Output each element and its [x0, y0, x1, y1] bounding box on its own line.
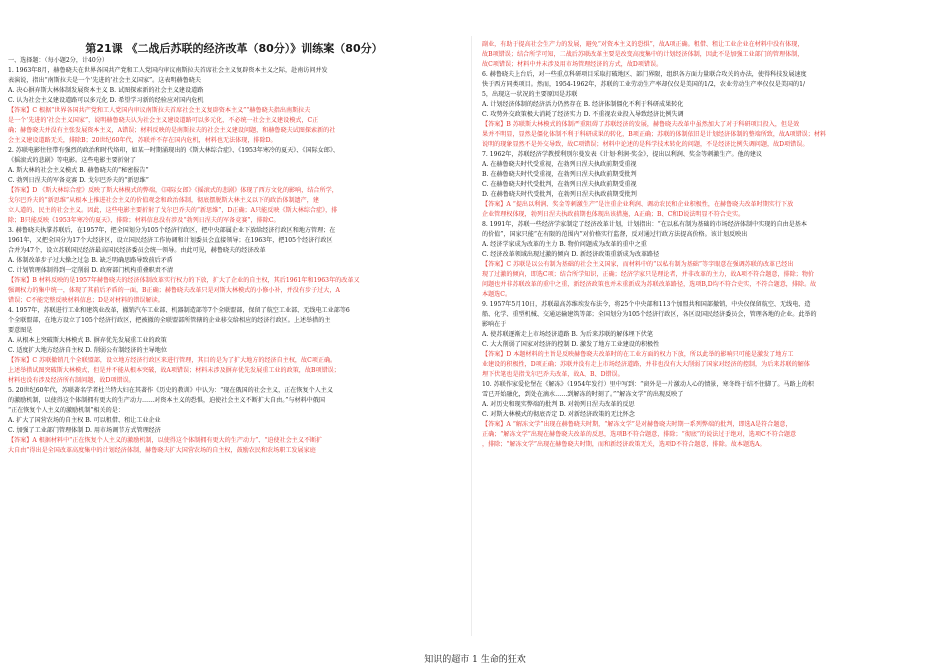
right-text-line: A. 对历史和现实弊端的批判 B. 对勃列日涅夫改革的反思 — [482, 401, 635, 408]
right-text-line: D. 在赫鲁晓夫时代受批判，在勃列日涅夫执政前期受批判 — [482, 191, 637, 198]
right-text-line: A. 计划经济体制的经济活力仍然存在 B. 经济体制僵化不利于科研成果转化 — [482, 101, 684, 108]
left-text-line: C. 勃列日涅夫的军备竞赛 D. 戈尔巴乔夫的“新思维” — [8, 177, 149, 184]
page-title: 第21课 《二战后苏联的经济改革（80分）》训练案（80分） — [85, 42, 383, 55]
right-answer-line: 现了过激的倾向，即选C项；结合所学知识，正确；经济学家只是理论者，并非改革的主力，故A项不符合题意，排除；物价 — [482, 271, 815, 278]
right-answer-line: ，排除；“解冻文学”出现在赫鲁晓夫时期，而和新经济政策无关，选项D不符合题意，排除。故本题选A。 — [482, 441, 766, 448]
right-text-line: 快于西方同类项目。然而，1954-1962年，苏联的工业劳动生产率却仅仅是美国的1/2，农业劳动生产率仅仅是美国的1/ — [482, 81, 806, 88]
right-answer-line: 说明的现象显然不是外交导致，故C项错误；材料中论述的是科学技术转化的问题，不是经济比例失调问题，故D项错误。 — [482, 141, 809, 148]
right-answer-line: 本题选C。 — [482, 291, 512, 298]
left-text-line: 表演说，指出“南斯拉夫是一个‘先进的’社会主义国家”。这表明赫鲁晓夫 — [8, 77, 201, 84]
left-text-line: A. 从根本上突破斯大林模式 B. 摒弃优先发展重工业的政策 — [8, 337, 167, 344]
left-answer-line: 错误；C不能完整反映材料信息；D是对材料的错误解读。 — [8, 297, 164, 304]
left-column — [8, 40, 460, 636]
right-text-line: 雪已开始融化，到处在滴水……到解冻的时刻了。”“解冻文学”的出现反映了 — [482, 391, 684, 398]
left-text-line: 3. 赫鲁晓夫执掌苏联后，在1957年，把全国划分为105个经济行政区，把中央部属企业下放给经济行政区和地方管理；在 — [8, 227, 336, 234]
right-answer-line: 【答案】A “解冻文学”出现在赫鲁晓夫时期，“解冻文学”是对赫鲁晓夫时期一系列弊端的批判，即选A是符合题意， — [482, 421, 792, 428]
right-answer-line: 【答案】D 本题材料的主旨是反映赫鲁晓夫改革时的在工业方面的权力下放，所以此举的影响只可能是激发了地方工 — [482, 351, 794, 358]
right-text-line: 10. 苏联作家爱伦堡在《解冻》（1954年发行）里中写到：“窗外是一片激动人心的情景，寒冬终于结不住脚了。马路上的积 — [482, 381, 814, 388]
right-answer-line: 企业管理权体现，勃列日涅夫执政前期也体现出该措施，A正确；B、C和D说法明显不符合史实。 — [482, 211, 745, 218]
left-answer-line: 大自由”得出是全国改革高度集中的计划经济体制，赫鲁晓夫扩大国营农场的自主权，鼓励农民和农场职工发展家庭 — [8, 447, 316, 454]
right-text-line: A. 经济学家成为改革的主力 B. 物价问题成为改革的重中之重 — [482, 241, 647, 248]
left-answer-line: 上述举措试图突破斯大林模式，但是并不能从根本突破，故A项错误；材料未涉及摒弃优先发展重工业的政策，故B项错误； — [8, 367, 340, 374]
left-text-line: 一、选择题：（每小题2分，计40分） — [8, 57, 108, 64]
right-column — [482, 40, 940, 636]
right-answer-line: 埋下伏笔也是指戈尔巴乔夫改革，故A、B、D错误。 — [482, 371, 624, 378]
left-answer-line: 【答案】D 《斯大林综合症》反映了斯大林模式的弊端，《国际女郎》《摇滚式的悲剧》体现了西方文化的影响，结合所学， — [8, 187, 338, 194]
left-text-line: A. 体制改革步子过大操之过急 B. 缺乏明确思路导致前后矛盾 — [8, 257, 173, 264]
left-answer-line: 材料也没有涉及经济所有制问题，故D项错误。 — [8, 377, 135, 384]
right-answer-line: 业建设的积极性，D项正确；苏联并没有走上市场经济道路，并非也没有大大削弱了国家对经济的控制，为后来苏联的解体 — [482, 361, 810, 368]
right-text-line: 7. 1962年，苏联经济学教授利别尔曼发表《计划·利润·奖金》，提出以利润、奖金等刺激生产。他的建议 — [482, 151, 763, 158]
right-text-line: B. 在赫鲁晓夫时代受重视，在勃列日涅夫执政前期受批判 — [482, 171, 637, 178]
left-answer-line: 强调权力的集中统一，体现了其前后矛盾的一面，B正确；赫鲁晓夫改革只是对斯大林模式的小修小补，并没有步子过大，A — [8, 287, 340, 294]
left-text-line: 2. 苏联电影往往带有强烈的政治和时代烙印，如某一时期涌现出的《斯大林综合症》、《1953年寒冷的夏天》、《国际女郎》、 — [8, 147, 339, 154]
left-text-line: A. 斯大林的社会主义模式 B. 赫鲁晓夫的“秘密报告” — [8, 167, 149, 174]
left-text-line: 5. 20世纪60年代，苏联著名学者杜兰特大妇在其著作《历史的教训》中认为：“现在俄国的社会主义，正在恢复个人主义 — [8, 387, 333, 394]
left-text-line: C. 认为社会主义建设道路可以多元化 D. 希望学习新的经验应对国内危机 — [8, 97, 204, 104]
left-answer-line: 【答案】C 苏联撤销几个全联盟部，设立地方经济行政区来进行管理，其目的是为了扩大地方的经济自主权，故C项正确。 — [8, 357, 337, 364]
left-text-line: C. 计划管理体制得到一定削弱 D. 政府部门机构重叠职责不清 — [8, 267, 174, 274]
left-answer-line: 确；赫鲁晓夫并没有主张发展资本主义，A错误；材料反映的是南斯拉夫的社会主义建设问题，和赫鲁晓夫试图探索新的社 — [8, 127, 336, 134]
left-answer-line: 【答案】B 材料反映的是1957年赫鲁晓夫的经济体制改革实行权力的下放，扩大了企业的自主权，其后1961年和1963年的改革又 — [8, 277, 360, 284]
right-text-line: C. 在赫鲁晓夫时代受批判，在勃列日涅夫执政前期受重视 — [482, 181, 637, 188]
left-answer-line: 戈尔巴乔夫的“新思维”从根本上推进社会主义的价值观念和政治体制，彻底摆脱斯大林主义以下的政治体制遗产，建 — [8, 197, 319, 204]
right-answer-line: 果并不明显，显然是僵化体制不利于科研成果的转化，B项正确；苏联的体制依旧是计划经济体制的整端所致，故A项错误；材料 — [482, 131, 827, 138]
right-answer-line: 问题也并非苏联改革的重中之重，新经济政策也并未重新成为苏联改革路径，选项B,D均不符合史实，不符合题意，排除。故 — [482, 281, 817, 288]
right-text-line: 船、化学、重型机械、交通运输建筑等部；全国划分为105个经济行政区，各区设国民经济委员会，管理各地的企业。此举的 — [482, 311, 817, 318]
right-answer-line: 副业，有助于提高社会生产力的发展，避免“对资本主义的恐惧”，故A项正确。租借、租让工业企业在材料中没有体现， — [482, 41, 804, 48]
left-answer-line: 【答案】A 根据材料中“正在恢复个人主义的激励机制，以使得这个体制拥有更大的生产动力”、“迫使社会主义不断扩 — [8, 437, 323, 444]
left-answer-line: 会主义建设道路无关，排除B；20世纪60年代，苏联并不存在国内危机，材料也无法体现，排除D。 — [8, 137, 277, 144]
right-text-line: 8. 1991年，苏联一些经济学家制定了经济改革计划，计划指出：“在以私有制为基础的市场经济体制中实现的自由是基本 — [482, 221, 807, 228]
left-text-line: 个全联盟部，在地方设立了105个经济行政区，把被撤的全联盟部所管辖的企业移交给相应的经济行政区。上述举措的主 — [8, 317, 331, 324]
left-text-line: 的激励机制，以使得这个体制拥有更大的生产动力……对资本主义的恐惧，迫使社会主义不断扩大自由。”与材料中俄国 — [8, 397, 325, 404]
right-text-line: 影响在于 — [482, 321, 507, 328]
left-text-line: 要意图是 — [8, 327, 33, 334]
right-text-line: C. 经济改革领域出现过激的倾向 D. 新经济政策重新成为改革路径 — [482, 251, 660, 258]
right-text-line: A. 使苏联逐渐走上市场经济道路 B. 为后来苏联的解体埋下伏笔 — [482, 331, 653, 338]
right-text-line: 9. 1957年5月10日，苏联最高苏维埃发布法令，将25个中央部和113个加盟共和国部撤销，中央仅保留航空、无线电、造 — [482, 301, 811, 308]
right-text-line: C. 大大削弱了国家对经济的控制 D. 激发了地方工业建设的积极性 — [482, 341, 660, 348]
right-text-line: A. 在赫鲁晓夫时代受重视，在勃列日涅夫执政前期受重视 — [482, 161, 637, 168]
left-text-line: A. 扩大了国营农场的自主权 B. 可以租借、租让工业企业 — [8, 417, 161, 424]
left-text-line: 1961年，又把全国分为17个大经济区，设立国民经济工作协调和计划委员会直接领导；在1963年，把105个经济行政区 — [8, 237, 333, 244]
right-text-line: 的价值”，国家只能“在有限的范围内”对价格实行监督，反对通过行政方法提高价格。该计划反映出 — [482, 231, 748, 238]
left-text-line: 1. 1963年8月，赫鲁晓夫在世界各国共产党和工人党国内审议南斯拉夫首席社会主义复辟资本主义之际，赴南访问并发 — [8, 67, 328, 74]
right-text-line: 5，出现这一状况的主要原因是苏联 — [482, 91, 578, 98]
left-text-line: 《摇滚式的悲剧》等电影。这些电影主要折射了 — [8, 157, 136, 164]
right-answer-line: 【答案】B 苏联斯大林模式的体制严重阻碍了苏联经济的发展，赫鲁晓夫改革中虽然加大了对于科研项目投入，但是效 — [482, 121, 800, 128]
right-answer-line: 【答案】C 苏联是以公有制为基础的社会主义国家，而材料中的“以私有制为基础”等字眼意在强调苏联的改革已经出 — [482, 261, 794, 268]
column-divider — [471, 36, 472, 636]
right-answer-line: 【答案】A “提出以利润、奖金等刺激生产”是注重企业利润、调动农民和企业积极性，在赫鲁晓夫改革时期实行下放 — [482, 201, 794, 208]
right-text-line: 6. 赫鲁晓夫上台后，对一些重点科研项目采取打破地区、部门界限，组织各方面力量联合攻关的办法，使得科技发展速度 — [482, 71, 807, 78]
right-text-line: C. 攻势外交政策极大消耗了经济实力 D. 不重视农业投入导致经济比例失调 — [482, 111, 684, 118]
page-footer: 知识的超市 1 生命的狂欢 — [424, 655, 526, 665]
right-answer-line: 正确；“解冻文学”出现在赫鲁晓夫改革的反思，选项B不符合题意，排除；“彻底”的说法过于绝对，选项C不符合题意 — [482, 431, 797, 438]
left-answer-line: 是一个‘先进的’社会主义国家”，说明赫鲁晓夫认为社会主义建设道路可以多元化，不必统一社会主义建设模式，C正 — [8, 117, 319, 124]
right-answer-line: 故B项错误；结合所学可知，二战后苏联改革主要是改变高度集中的计划经济体制，因此不是加强工业部门的管理体制， — [482, 51, 804, 58]
right-text-line: C. 对斯大林模式的彻底否定 D. 对新经济政策的无比怀念 — [482, 411, 635, 418]
right-answer-line: 故C项错误；材料中并未涉及用市场管理经济的方式，故D项错误。 — [482, 61, 663, 68]
left-answer-line: 立人道的、民主的社会主义。因此，这些电影主要折射了戈尔巴乔夫的“新思维”，D正确；A只能反映《斯大林综合症》，排 — [8, 207, 338, 214]
left-text-line: C. 适度扩大地方经济自主权 D. 削弱公有制经济的主导地位 — [8, 347, 167, 354]
left-text-line: “正在恢复个人主义的激励机制”相关的是： — [8, 407, 124, 414]
left-text-line: C. 加强了工业部门管理体制 D. 用市场调节方式管理经济 — [8, 427, 161, 434]
left-text-line: 合并为47个，设立苏联国民经济最高国民经济委员会统一领导。由此可见，赫鲁晓夫的经济改革 — [8, 247, 266, 254]
left-answer-line: 除；B只能反映《1953年寒冷的夏天》，排除；材料信息没有涉及“勃列日涅夫的军备竞赛”，排除C。 — [8, 217, 280, 224]
left-answer-line: 【答案】C 根据“世界各国共产党和工人党国内审议南斯拉夫首席社会主义复辟资本主义”“赫鲁晓夫指出南斯拉夫 — [8, 107, 311, 114]
left-text-line: A. 决心摒弃斯大林体制发展资本主义 B. 试图探索新的社会主义建设道路 — [8, 87, 204, 94]
left-text-line: 4. 1957年，苏联进行工业和建筑业改革，撤销汽车工业部、机器制造部等7个全联盟部，保留了航空工业部、无线电工业部等6 — [8, 307, 350, 314]
